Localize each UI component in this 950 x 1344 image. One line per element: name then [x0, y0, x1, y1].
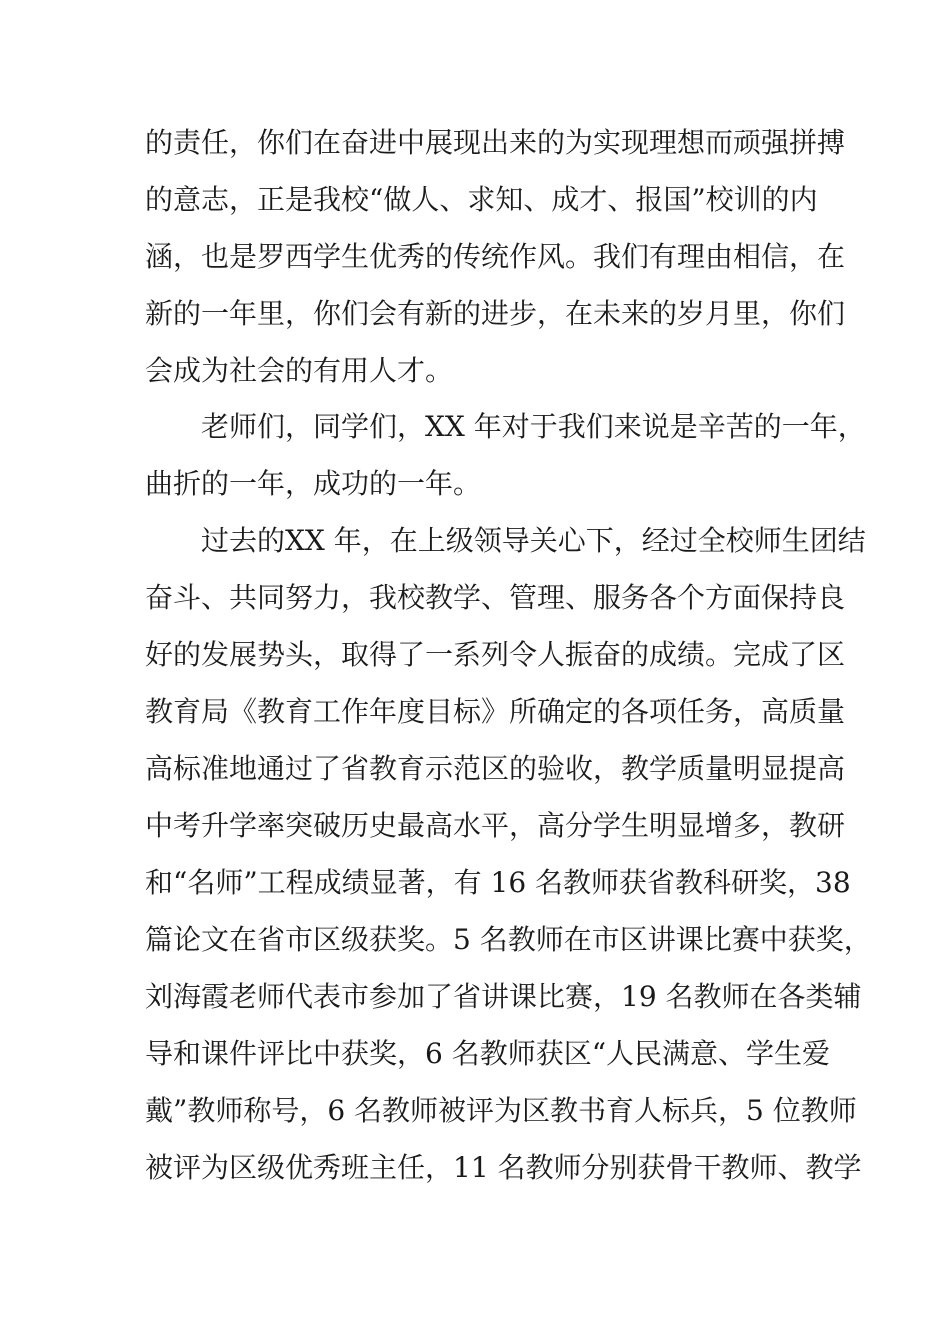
paragraph-line: 被评为区级优秀班主任，11 名教师分别获骨干教师、教学 — [145, 1151, 862, 1184]
paragraph-line: 的责任，你们在奋进中展现出来的为实现理想而顽强拼搏 — [145, 126, 846, 159]
paragraph-2 — [145, 405, 866, 519]
paragraph-line: 过去的XX 年，在上级领导关心下，经过全校师生团结 — [201, 524, 866, 557]
paragraph-line: 戴”教师称号，6 名教师被评为区教书育人标兵，5 位教师 — [145, 1094, 857, 1127]
paragraph-line: 刘海霞老师代表市参加了省讲课比赛，19 名教师在各类辅 — [145, 980, 862, 1013]
paragraph-line: 新的一年里，你们会有新的进步，在未来的岁月里，你们 — [145, 297, 846, 330]
paragraph-line: 老师们，同学们，XX 年对于我们来说是辛苦的一年， — [201, 410, 866, 443]
paragraph-line: 教育局《教育工作年度目标》所确定的各项任务，高质量 — [145, 695, 846, 728]
paragraph-line: 涵，也是罗西学生优秀的传统作风。我们有理由相信，在 — [145, 240, 846, 273]
paragraph-line: 导和课件评比中获奖，6 名教师获区“人民满意、学生爱 — [145, 1037, 831, 1070]
paragraph-line: 曲折的一年，成功的一年。 — [145, 467, 482, 500]
paragraph-1 — [145, 121, 846, 406]
paragraph-line: 和“名师”工程成绩显著，有 16 名教师获省教科研奖，38 — [145, 866, 851, 899]
paragraph-line: 好的发展势头，取得了一系列令人振奋的成绩。完成了区 — [145, 638, 846, 671]
paragraph-line: 会成为社会的有用人才。 — [145, 354, 454, 387]
paragraph-line: 中考升学率突破历史最高水平，高分学生明显增多，教研 — [145, 809, 846, 842]
paragraph-line: 高标准地通过了省教育示范区的验收，教学质量明显提高 — [145, 752, 846, 785]
paragraph-line: 奋斗、共同努力，我校教学、管理、服务各个方面保持良 — [145, 581, 846, 614]
paragraph-3 — [145, 519, 872, 1203]
paragraph-line: 篇论文在省市区级获奖。5 名教师在市区讲课比赛中获奖， — [145, 923, 872, 956]
paragraph-line: 的意志，正是我校“做人、求知、成才、报国”校训的内 — [145, 183, 818, 216]
